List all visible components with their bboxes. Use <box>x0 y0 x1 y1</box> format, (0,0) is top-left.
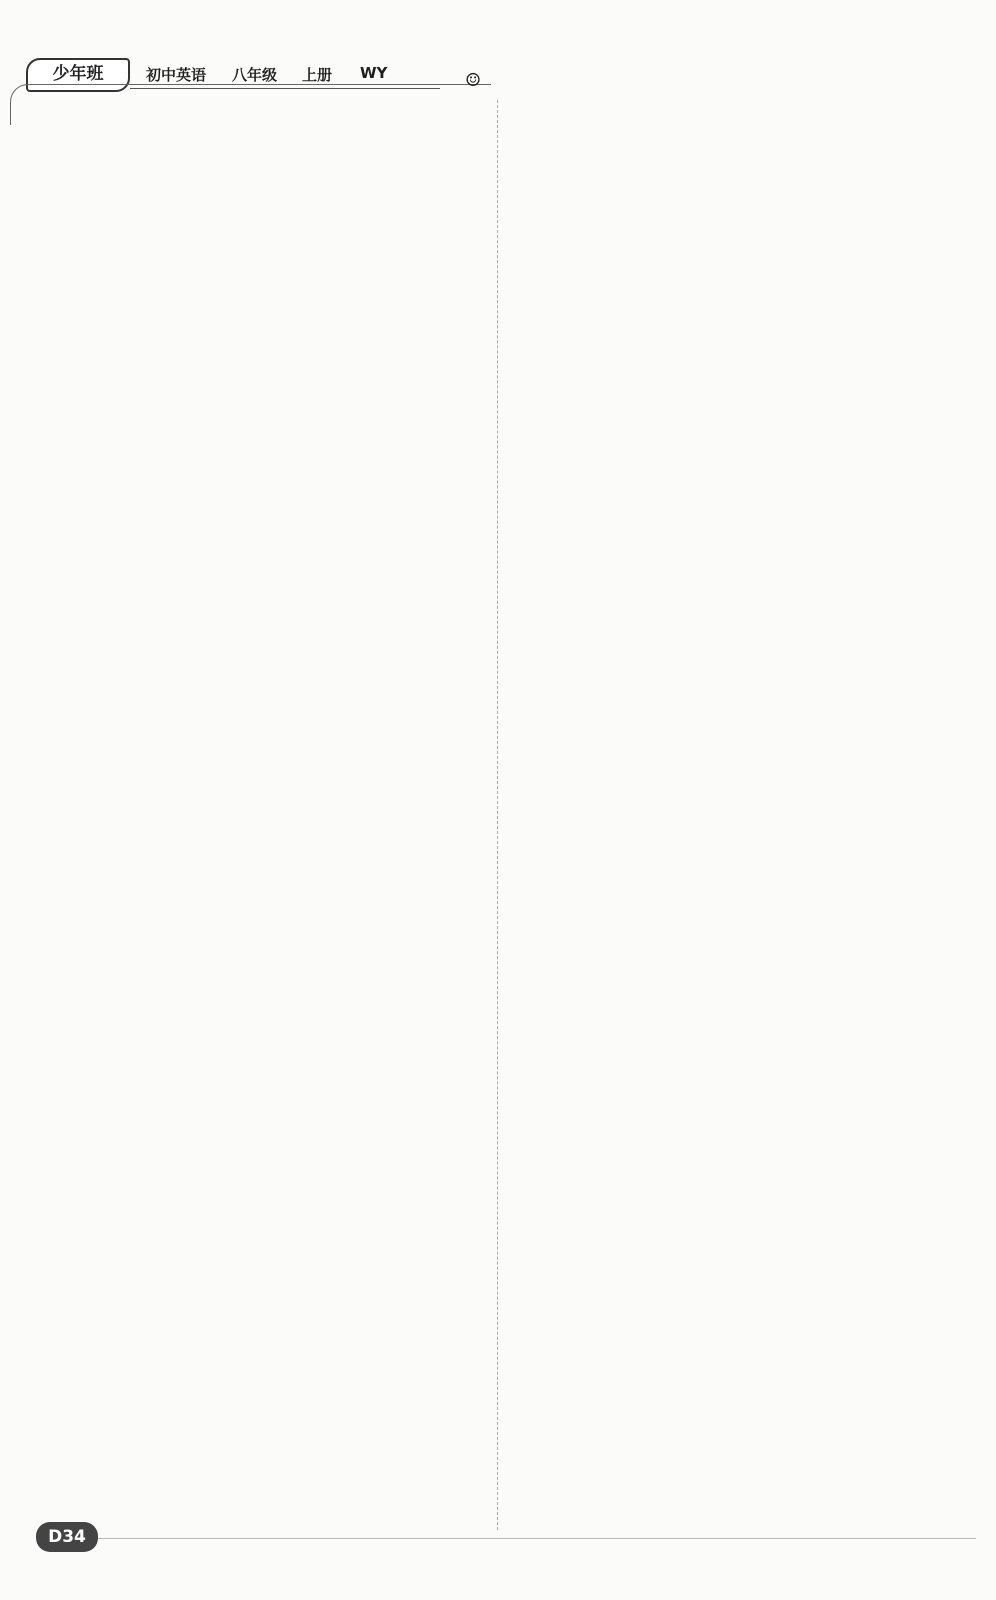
page-number: D34 <box>36 1522 98 1552</box>
mascot-icon: ☺ <box>465 70 482 91</box>
header-subject: 初中英语 <box>146 66 207 84</box>
footer-rule <box>96 1538 976 1539</box>
brand-logo: 少年班 <box>26 58 130 92</box>
header-edition: WY <box>360 64 388 82</box>
header-grade: 八年级 <box>232 66 278 84</box>
header-frame <box>10 84 491 125</box>
header-volume: 上册 <box>302 66 333 84</box>
header <box>0 0 996 90</box>
column-divider <box>497 100 498 1530</box>
